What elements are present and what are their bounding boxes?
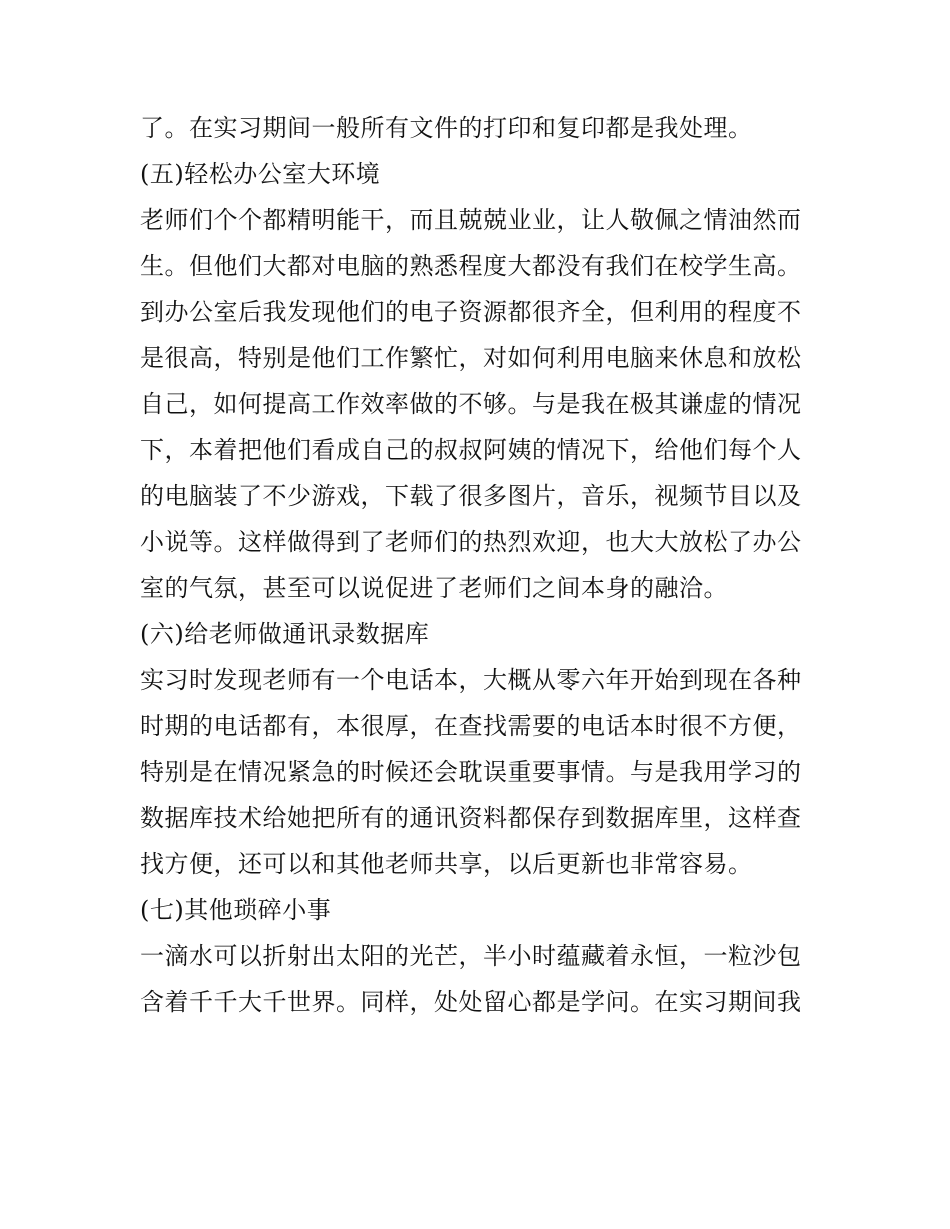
text-line: 生。但他们大都对电脑的熟悉程度大都没有我们在校学生高。 bbox=[140, 252, 802, 280]
text-line: 下，本着把他们看成自己的叔叔阿姨的情况下，给他们每个人 bbox=[140, 436, 802, 464]
text-line: 小说等。这样做得到了老师们的热烈欢迎，也大大放松了办公 bbox=[140, 528, 802, 556]
text-line: 找方便，还可以和其他老师共享，以后更新也非常容易。 bbox=[140, 850, 753, 878]
section-heading-7: (七)其他琐碎小事 bbox=[140, 896, 332, 924]
text-line: 一滴水可以折射出太阳的光芒，半小时蕴藏着永恒，一粒沙包 bbox=[140, 942, 802, 970]
document-body-text bbox=[140, 105, 820, 1025]
text-line: 的电脑装了不少游戏，下载了很多图片，音乐，视频节目以及 bbox=[140, 482, 802, 510]
text-line: 数据库技术给她把所有的通讯资料都保存到数据库里，这样查 bbox=[140, 804, 802, 832]
section-heading-6: (六)给老师做通讯录数据库 bbox=[140, 620, 430, 648]
text-line: 自己，如何提高工作效率做的不够。与是我在极其谦虚的情况 bbox=[140, 390, 802, 418]
text-line: 了。在实习期间一般所有文件的打印和复印都是我处理。 bbox=[140, 114, 753, 142]
text-line: 是很高，特别是他们工作繁忙，对如何利用电脑来休息和放松 bbox=[140, 344, 802, 372]
text-line: 时期的电话都有，本很厚，在查找需要的电话本时很不方便， bbox=[140, 712, 802, 740]
text-line: 特别是在情况紧急的时候还会耽误重要事情。与是我用学习的 bbox=[140, 758, 802, 786]
text-line: 老师们个个都精明能干，而且兢兢业业，让人敬佩之情油然而 bbox=[140, 206, 802, 234]
text-line: 室的气氛，甚至可以说促进了老师们之间本身的融洽。 bbox=[140, 574, 728, 602]
text-line: 含着千千大千世界。同样，处处留心都是学问。在实习期间我 bbox=[140, 988, 802, 1016]
text-line: 到办公室后我发现他们的电子资源都很齐全，但利用的程度不 bbox=[140, 298, 802, 326]
text-line: 实习时发现老师有一个电话本，大概从零六年开始到现在各种 bbox=[140, 666, 802, 694]
section-heading-5: (五)轻松办公室大环境 bbox=[140, 160, 381, 188]
